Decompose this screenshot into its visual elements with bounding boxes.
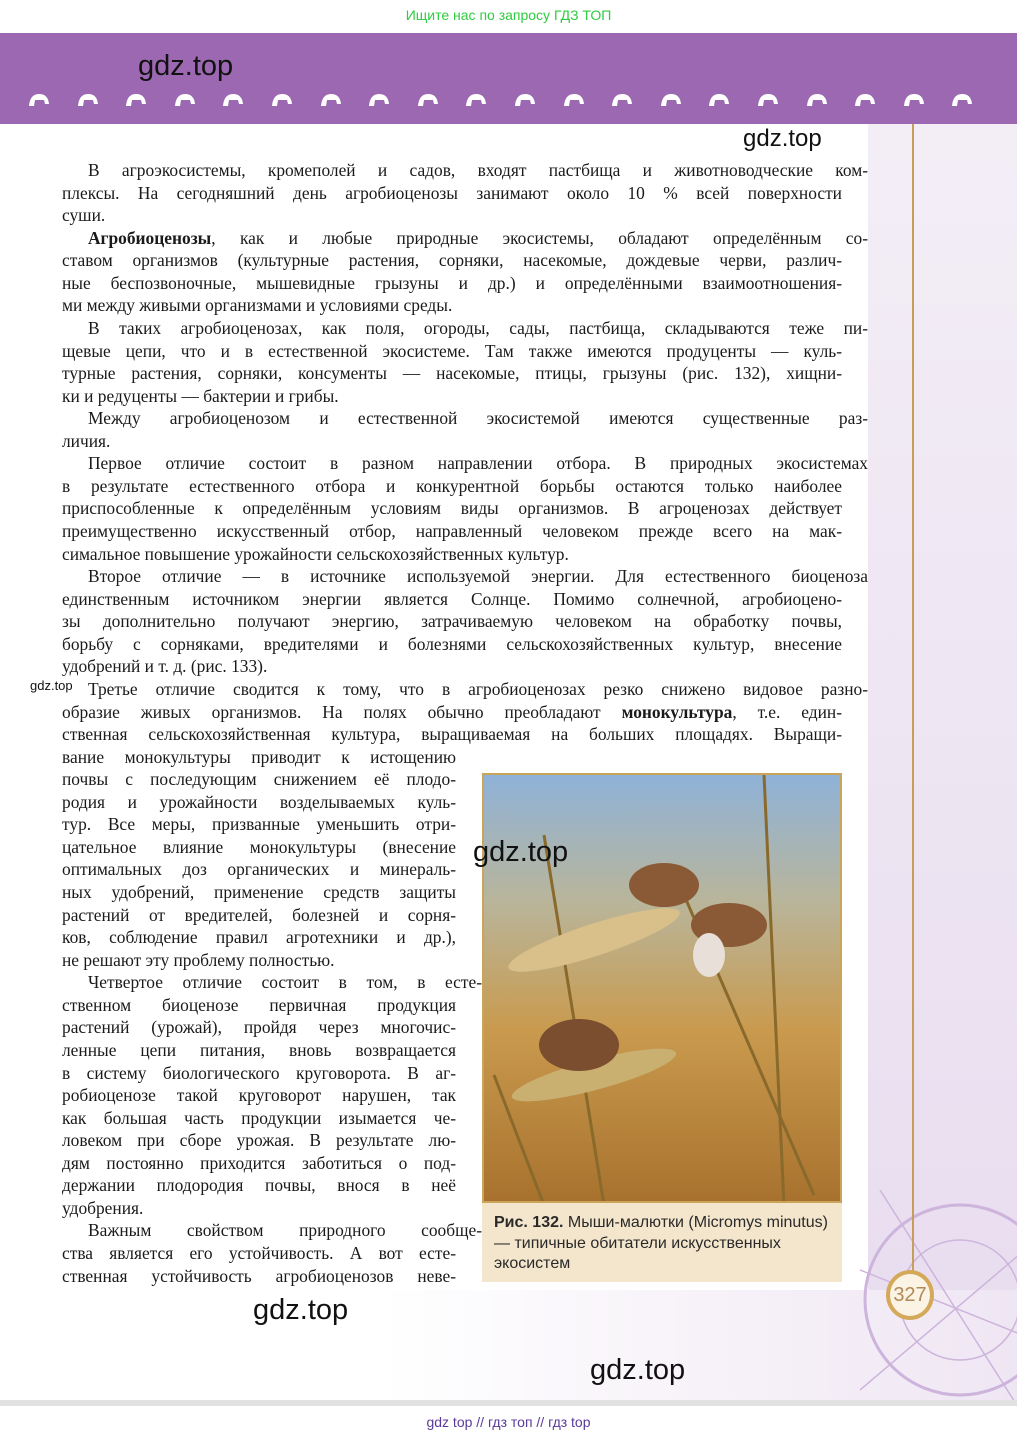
bold-term: Агробиоценозы [88, 227, 212, 248]
text-line: В таких агробиоценозах, как поля, огороды, сады, пастбища, складываются теже пи- [88, 317, 868, 338]
text-line: дям постоянно приходится заботиться о под- [62, 1152, 456, 1173]
text-line: ственном биоценозе первичная продукция [62, 994, 456, 1015]
text-line: Третье отличие сводится к тому, что в агробиоценозах резко снижено видовое разно- [88, 678, 868, 699]
text-line: родия и урожайности возделываемых куль- [62, 791, 456, 812]
text-line: преимущественно искусственный отбор, направленный человеком прежде всего на мак- [62, 521, 842, 541]
text-line: ных удобрений, применение средств защиты [62, 882, 456, 902]
text-line: тур. Все меры, призванные уменьшить отри- [62, 814, 456, 835]
monkey-icon [512, 88, 538, 110]
watermark: gdz.top [253, 1294, 349, 1326]
page-number: 327 [886, 1270, 934, 1320]
text-line: ные беспозвоночные, мышевидные грызуны и др.) и определёнными взаимоотношения- [62, 272, 842, 293]
figure-caption [482, 1203, 842, 1282]
footer-links[interactable]: gdz top // гдз топ // гдз top [426, 1414, 591, 1430]
animal-icons-row [26, 88, 975, 110]
text-line: ков, соблюдение правил агротехники и др.), [62, 927, 456, 948]
text-line: в результате естественного отбора и конкурентной борьбы остаются только наиболее [62, 475, 842, 496]
text-line: как большая часть продукции изымается че- [62, 1107, 456, 1128]
text-segment: образие живых организмов. На полях обычно преобладают [62, 701, 622, 722]
text-line: Важным свойством природного сообще- [88, 1220, 482, 1241]
text-line: Между агробиоценозом и естественной экосистемой имеются существенные раз- [88, 408, 868, 429]
text-line: ми между живыми организмами и условиями среды. [62, 295, 453, 316]
text-line: Второе отличие — в источнике используемой энергии. Для естественного биоценоза [88, 566, 868, 587]
elephant-icon [658, 88, 684, 110]
text-line: Первое отличие состоит в разном направлении отбора. В природных экосистемах [88, 453, 868, 474]
bird-icon [220, 88, 246, 110]
text-line: ловеком при сборе урожая. В результате лю- [62, 1130, 456, 1151]
text-line: щевые цепи, что и в естественной экосистеме. Там также имеются продуценты — куль- [62, 340, 842, 361]
text-segment: , как и любые природные экосистемы, обладают определённым со- [211, 227, 868, 248]
text-line: ленные цепи питания, вновь возвращается [62, 1039, 456, 1060]
text-line: ственная сельскохозяйственная культура, выращиваемая на больших площадях. Выращи- [62, 724, 842, 745]
bottom-divider [0, 1400, 1017, 1406]
elephant-icon [26, 88, 52, 110]
text-line: суши. [62, 205, 106, 226]
text-line: зы дополнительно получают энергию, затрачиваемую человеком на обработку почвы, [62, 611, 842, 632]
watermark: gdz.top [590, 1354, 686, 1386]
butterfly-icon [609, 88, 635, 110]
bold-term: монокультура [621, 701, 733, 722]
text-line: удобрения. [62, 1197, 144, 1218]
lizard-icon [561, 88, 587, 110]
goat-icon [318, 88, 344, 110]
watermark: gdz.top [138, 50, 234, 82]
giraffe-icon [366, 88, 392, 110]
compass-decoration [860, 1190, 1017, 1410]
text-line: в систему биологического круговорота. В аг- [62, 1062, 456, 1083]
text-line: удобрений и т. д. (рис. 133). [62, 656, 268, 677]
text-line: робиоценозе такой круговорот нарушен, так [62, 1085, 456, 1106]
horse-icon [755, 88, 781, 110]
text-line [62, 701, 842, 724]
fish-icon [852, 88, 878, 110]
goat-icon [901, 88, 927, 110]
text-line: цательное влияние монокультуры (внесение [62, 836, 456, 857]
text-line: единственным источником энергии является Солнце. Помимо солнечной, агробиоцено- [62, 588, 842, 609]
text-line: вание монокультуры приводит к истощению [62, 746, 456, 767]
butterfly-icon [75, 88, 101, 110]
text-line: ства является его устойчивость. А вот есте- [62, 1243, 456, 1263]
gold-line [912, 124, 914, 1274]
scorpion-icon [123, 88, 149, 110]
watermark: gdz.top [743, 125, 822, 152]
text-line: приспособленные к определённым условиям виды организмов. В агроценозах действует [62, 498, 842, 519]
text-line: Четвертое отличие состоит в том, в есте- [88, 972, 482, 993]
text-segment: , т.е. един- [732, 701, 842, 722]
text-line: оптимальных доз органических и минераль- [62, 859, 456, 880]
search-hint: Ищите нас по запросу ГДЗ ТОП [405, 7, 612, 23]
bird-icon [804, 88, 830, 110]
text-line: ственная устойчивость агробиоценозов неве- [62, 1265, 456, 1286]
watermark: gdz.top [473, 836, 569, 868]
text-line: ки и редуценты — бактерии и грибы. [62, 385, 339, 406]
horse-icon [172, 88, 198, 110]
text-line: плексы. На сегодняшний день агробиоценозы занимают около 10 % всей поверхности [62, 182, 842, 203]
text-line: растений (урожай), пройдя через многочис- [62, 1017, 456, 1038]
text-line: В агроэкосистемы, кромеполей и садов, входят пастбища и животноводческие ком- [88, 160, 868, 180]
text-line: борьбу с сорняками, вредителями и болезнями сельскохозяйственных культур, внесение [62, 633, 842, 654]
figure-label: Рис. 132. [494, 1214, 564, 1231]
text-line: не решают эту проблему полностью. [62, 949, 335, 970]
text-line [62, 227, 868, 250]
watermark: gdz.top [30, 678, 73, 693]
text-line: растений от вредителей, болезней и сорня- [62, 904, 456, 925]
bull-icon [463, 88, 489, 110]
text-line: турные растения, сорняки, консументы — насекомые, птицы, грызуны (рис. 132), хищни- [62, 363, 842, 384]
text-line: ставом организмов (культурные растения, сорняки, насекомые, дождевые черви, различ- [62, 250, 842, 271]
text-line: держании плодородия почвы, внося в неё [62, 1175, 456, 1196]
fish-icon [269, 88, 295, 110]
text-line: почвы с последующим снижением её плодо- [62, 769, 456, 790]
scorpion-icon [706, 88, 732, 110]
insect-icon [415, 88, 441, 110]
text-line: симальное повышение урожайности сельскохозяйственных культур. [62, 543, 569, 564]
figure-caption-text: Мыши-малютки (Micromys minutus) — типичные обитатели искусственных экосистем [494, 1214, 828, 1272]
giraffe-icon [949, 88, 975, 110]
text-line: личия. [62, 430, 111, 451]
